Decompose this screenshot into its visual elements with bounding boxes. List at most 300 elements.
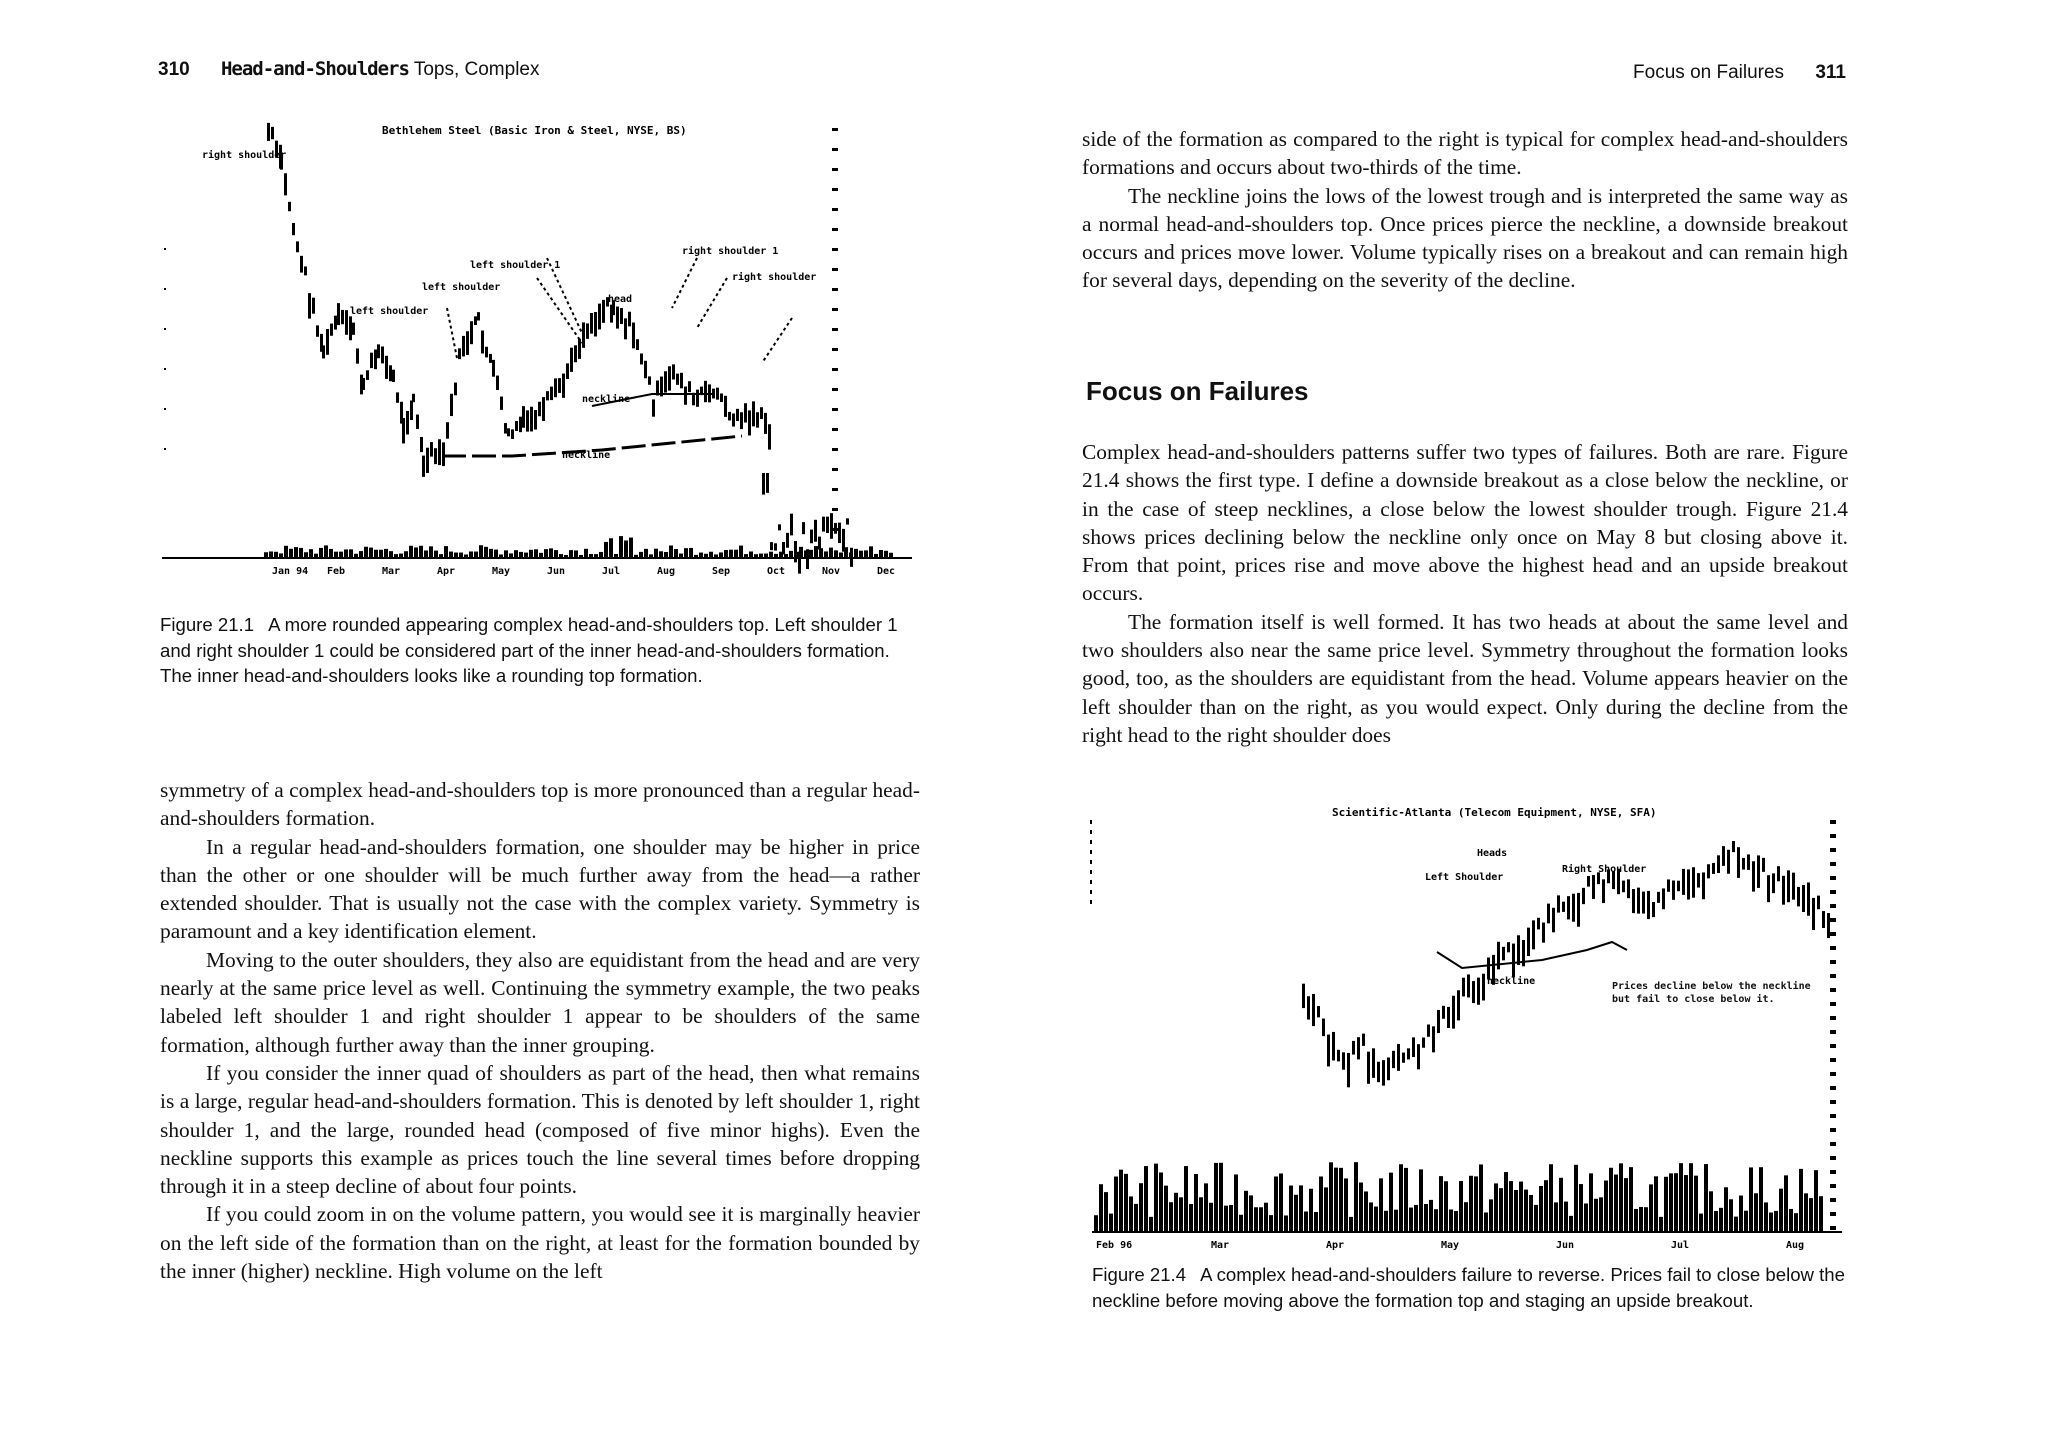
volume-bar xyxy=(354,554,358,558)
volume-bar xyxy=(1769,1213,1773,1232)
volume-bar xyxy=(1784,1175,1788,1232)
volume-bar xyxy=(1319,1177,1323,1232)
price-bar xyxy=(337,303,340,325)
volume-bar xyxy=(589,554,593,558)
volume-bar xyxy=(834,550,838,558)
volume-bar xyxy=(1249,1195,1253,1232)
y-tick xyxy=(1830,918,1836,922)
price-bar xyxy=(566,363,569,379)
price-bar xyxy=(271,127,274,139)
price-bar xyxy=(1452,996,1455,1029)
paragraph-2: The neckline joins the lows of the lowest trough and is interpreted the same way as a normal head-and-shoulders top. Once prices pierce the neckline, a downside breakout occurs and prices move lower. Volume typically rises on a breakout and can remain high for several days, depending on the severity of the decline. xyxy=(1082,183,1848,293)
volume-bar xyxy=(1559,1178,1563,1232)
price-bar xyxy=(1627,879,1630,898)
y-tick xyxy=(1830,848,1836,852)
price-bar xyxy=(1392,1051,1395,1068)
volume-bar xyxy=(694,555,698,558)
price-bar xyxy=(732,414,735,427)
volume-bar xyxy=(634,555,638,558)
price-bar xyxy=(1432,1026,1435,1052)
y-tick xyxy=(1830,1128,1836,1132)
volume-bar xyxy=(784,554,788,558)
volume-bar xyxy=(469,551,473,558)
volume-bar xyxy=(499,554,503,558)
y-tick xyxy=(832,288,838,291)
price-bar xyxy=(644,361,647,378)
annotation-3: head xyxy=(608,294,633,305)
volume-bar xyxy=(329,549,333,558)
price-bar xyxy=(1532,920,1535,949)
running-title: Tops, Complex xyxy=(413,59,540,80)
price-bar xyxy=(794,541,797,562)
figure-21-4-chart xyxy=(1082,800,1872,1255)
y-dot xyxy=(164,248,166,250)
paragraph-3: Moving to the outer shoulders, they also are equidistant from the head and are very nearly at the same price level as well. Continuing the symmetry example, the two peaks labeled left shoulder 1 and right shoulder 1 appear to be shoulders of the same formation, although further away than the inner grouping. xyxy=(160,947,920,1057)
price-bar xyxy=(1347,1053,1350,1087)
running-head-left xyxy=(158,58,540,81)
price-bar xyxy=(1557,895,1560,912)
y-tick xyxy=(832,468,838,471)
volume-bar xyxy=(1574,1165,1578,1232)
volume-bar xyxy=(1539,1186,1543,1232)
volume-bar xyxy=(829,548,833,558)
volume-bar xyxy=(1654,1176,1658,1232)
volume-bar xyxy=(769,552,773,558)
volume-bar xyxy=(319,548,323,558)
paragraph-1: side of the formation as compared to the right is typical for complex head-and-shoulders formations and occurs about two-thirds of the time. xyxy=(1082,127,1848,180)
price-bar xyxy=(316,325,319,336)
y-tick xyxy=(1830,1142,1836,1146)
volume-bar xyxy=(774,554,778,558)
price-bar xyxy=(590,313,593,334)
price-bar xyxy=(434,448,437,464)
volume-bar xyxy=(889,553,893,558)
y-tick xyxy=(1830,974,1836,978)
price-bar xyxy=(422,456,425,477)
y-tick xyxy=(1830,904,1836,908)
y-tick xyxy=(1830,946,1836,950)
price-bar xyxy=(1792,873,1795,900)
price-bar xyxy=(396,392,399,402)
volume-bar xyxy=(1759,1167,1763,1232)
y-tick xyxy=(832,428,838,431)
price-bar xyxy=(492,360,495,377)
y-tick xyxy=(1830,1184,1836,1188)
price-bar xyxy=(720,393,723,402)
volume-bar xyxy=(464,554,468,558)
price-bar xyxy=(550,387,553,400)
volume-bar xyxy=(1719,1208,1723,1232)
volume-bar xyxy=(404,551,408,558)
volume-bar xyxy=(799,547,803,558)
volume-bar xyxy=(409,546,413,558)
y-tick xyxy=(832,248,838,251)
volume-bar xyxy=(594,554,598,558)
volume-bar xyxy=(1514,1190,1518,1232)
price-bar xyxy=(1757,855,1760,888)
volume-bar xyxy=(339,552,343,558)
price-bar xyxy=(304,266,307,275)
price-bar xyxy=(582,322,585,347)
price-bar xyxy=(1447,1007,1450,1028)
price-bar xyxy=(389,365,392,381)
y-tick xyxy=(1830,1100,1836,1104)
volume-bar xyxy=(629,538,633,558)
volume-bar xyxy=(1209,1203,1213,1232)
price-bar xyxy=(1477,978,1480,1005)
price-bar xyxy=(1797,887,1800,906)
y-tick xyxy=(1830,988,1836,992)
volume-bar xyxy=(579,555,583,558)
price-bar xyxy=(526,410,529,431)
volume-bar xyxy=(559,554,563,558)
price-bar xyxy=(1582,888,1585,904)
volume-bar xyxy=(1119,1170,1123,1232)
price-bar xyxy=(356,348,359,363)
volume-bar xyxy=(294,547,298,558)
volume-bar xyxy=(1234,1174,1238,1232)
annotation-decline-note-box xyxy=(1612,980,1832,1040)
price-bar xyxy=(1357,1037,1360,1059)
price-bar xyxy=(680,373,683,389)
x-tick-label: May xyxy=(492,566,511,577)
price-bar xyxy=(1377,1062,1380,1082)
x-tick-label: Feb 96 xyxy=(1096,1240,1133,1251)
volume-bar xyxy=(494,550,498,558)
y-tick xyxy=(832,408,838,411)
price-bar xyxy=(377,344,380,358)
price-bar xyxy=(1467,974,1470,997)
price-bar xyxy=(616,307,619,329)
paragraph-5: If you could zoom in on the volume pattern, you would see it is marginally heavier on the left side of the formation than on the right, at least for the formation bounded by the inner (higher) neckline. High volume on the left xyxy=(160,1202,920,1284)
price-bar xyxy=(632,323,635,349)
volume-bar xyxy=(1439,1176,1443,1232)
volume-bar xyxy=(1479,1164,1483,1232)
volume-bar xyxy=(1504,1172,1508,1232)
volume-bar xyxy=(374,550,378,558)
volume-bar xyxy=(324,545,328,558)
volume-bar xyxy=(1554,1202,1558,1232)
figure-21-1-caption xyxy=(160,612,920,689)
price-bar xyxy=(1512,944,1515,978)
y-tick xyxy=(1830,1016,1836,1020)
volume-bar xyxy=(599,552,603,558)
volume-bar xyxy=(444,546,448,558)
price-bar xyxy=(1507,942,1510,952)
volume-bar xyxy=(1644,1207,1648,1232)
price-bar xyxy=(664,371,667,392)
price-bar xyxy=(345,310,348,335)
volume-bar xyxy=(359,551,363,558)
volume-bar xyxy=(1639,1207,1643,1232)
price-bar xyxy=(558,378,561,393)
annotation-heads: Heads xyxy=(1477,848,1508,859)
price-bar xyxy=(562,374,565,398)
price-bar xyxy=(412,394,415,402)
y-tick xyxy=(1830,1030,1836,1034)
price-bar xyxy=(458,348,461,359)
volume-bar xyxy=(299,548,303,558)
y-tick xyxy=(1830,834,1836,838)
volume-bar xyxy=(1434,1209,1438,1232)
y-tick xyxy=(1830,932,1836,936)
price-bar xyxy=(684,387,687,405)
price-bar xyxy=(1632,889,1635,913)
price-bar xyxy=(470,321,473,344)
price-bar xyxy=(636,339,639,350)
price-bar xyxy=(1812,898,1815,930)
y-tick xyxy=(1830,876,1836,880)
volume-bar xyxy=(864,550,868,558)
volume-bar xyxy=(659,551,663,558)
volume-bar xyxy=(1469,1176,1473,1232)
price-bar xyxy=(728,412,731,421)
volume-bar xyxy=(764,554,768,558)
volume-bar xyxy=(1694,1176,1698,1232)
x-tick-label: Aug xyxy=(657,566,676,577)
price-bar xyxy=(362,378,365,390)
volume-bar xyxy=(439,554,443,558)
volume-bar xyxy=(269,551,273,558)
volume-bar xyxy=(1279,1173,1283,1232)
annotation-right-shoulder: Right Shoulder xyxy=(1562,864,1647,875)
x-tick-labels xyxy=(272,566,895,577)
volume-bar xyxy=(879,550,883,558)
price-bar xyxy=(300,256,303,273)
price-bar xyxy=(1777,866,1780,881)
volume-bar xyxy=(1404,1168,1408,1232)
price-bar xyxy=(1592,875,1595,899)
volume-bar xyxy=(479,545,483,558)
price-bar xyxy=(402,418,405,443)
volume-bar xyxy=(1139,1183,1143,1232)
price-bar xyxy=(786,533,789,548)
annotation-5: right shoulder xyxy=(732,272,817,283)
price-bar xyxy=(790,514,793,536)
volume-bar xyxy=(1359,1182,1363,1232)
y-tick xyxy=(1830,1170,1836,1174)
price-bar xyxy=(381,346,384,363)
y-tick xyxy=(1830,1044,1836,1048)
price-bar xyxy=(768,424,771,449)
volume-bar xyxy=(1164,1186,1168,1232)
y-dot xyxy=(1090,860,1092,864)
y-tick xyxy=(832,328,838,331)
volume-bar xyxy=(789,551,793,558)
price-bar xyxy=(1717,855,1720,873)
y-tick xyxy=(832,528,838,531)
price-bar xyxy=(1712,863,1715,874)
price-bar xyxy=(341,310,344,324)
y-tick xyxy=(832,208,838,211)
volume-bar xyxy=(1459,1181,1463,1232)
volume-bar xyxy=(1609,1168,1613,1232)
price-bar xyxy=(1762,858,1765,872)
x-tick-label: Nov xyxy=(822,566,841,577)
y-tick xyxy=(1830,1156,1836,1160)
price-bar xyxy=(420,437,423,452)
volume-bar xyxy=(534,549,538,558)
caption-text: A complex head-and-shoulders failure to reverse. Prices fail to close below the neckline before moving above the formation top and staging an upside breakout. xyxy=(1092,1264,1845,1311)
price-bar xyxy=(1722,846,1725,866)
y-tick xyxy=(832,448,838,451)
volume-bar xyxy=(279,553,283,558)
volume-bar xyxy=(1659,1217,1663,1232)
volume-bar xyxy=(1269,1215,1273,1232)
x-tick-label: Jan 94 xyxy=(272,566,309,577)
volume-bar xyxy=(1509,1181,1513,1232)
volume-bar xyxy=(1414,1205,1418,1232)
volume-bar xyxy=(669,546,673,558)
volume-bar xyxy=(644,549,648,558)
volume-bar xyxy=(1684,1175,1688,1232)
volume-bar xyxy=(804,550,808,558)
price-bar xyxy=(1737,847,1740,878)
price-bar xyxy=(838,523,841,543)
volume-bar xyxy=(1789,1209,1793,1232)
volume-bar xyxy=(1599,1197,1603,1232)
volume-bar xyxy=(734,550,738,558)
volume-bar xyxy=(1764,1202,1768,1232)
volume-bar xyxy=(704,554,708,558)
volume-bar xyxy=(814,546,818,558)
y-tick xyxy=(1830,1058,1836,1062)
volume-bar xyxy=(1214,1163,1218,1232)
price-bar xyxy=(1602,879,1605,903)
price-bar xyxy=(762,473,765,495)
price-bar xyxy=(752,401,755,426)
volume-bar xyxy=(1294,1195,1298,1232)
price-bar xyxy=(1552,908,1555,933)
x-tick-label: Jul xyxy=(1671,1240,1690,1251)
price-bar xyxy=(1402,1053,1405,1063)
x-tick-label: Sep xyxy=(712,566,731,577)
figure-21-4-caption xyxy=(1092,1262,1862,1313)
volume-bar xyxy=(1399,1164,1403,1232)
volume-bar xyxy=(1109,1214,1113,1232)
volume-bar xyxy=(1594,1199,1598,1232)
volume-bar xyxy=(1589,1173,1593,1232)
price-bar xyxy=(416,415,419,429)
volume-bar xyxy=(389,551,393,558)
volume-bar xyxy=(749,551,753,558)
volume-bar xyxy=(1244,1191,1248,1232)
price-bar xyxy=(756,412,759,427)
price-bar xyxy=(349,316,352,340)
volume-bar xyxy=(1714,1211,1718,1232)
price-bar xyxy=(438,439,441,465)
price-bar xyxy=(1417,1044,1420,1069)
annotation-decline-note: Prices decline below the neckline but fail to close below it. xyxy=(1612,981,1811,1005)
volume-bar xyxy=(1239,1215,1243,1232)
y-tick xyxy=(1830,890,1836,894)
price-bar xyxy=(1622,881,1625,893)
annotation-4: right shoulder 1 xyxy=(682,246,779,257)
price-bar xyxy=(450,394,453,416)
volume-bar xyxy=(1739,1196,1743,1232)
price-bar xyxy=(578,339,581,359)
volume-bar xyxy=(564,555,568,558)
price-bar xyxy=(724,396,727,417)
volume-bar xyxy=(1549,1164,1553,1232)
volume-bar xyxy=(1634,1209,1638,1232)
x-tick-label: Dec xyxy=(877,566,896,577)
price-bar xyxy=(1462,978,1465,997)
price-bar xyxy=(1342,1052,1345,1069)
volume-bar xyxy=(1454,1211,1458,1232)
price-bar xyxy=(602,300,605,323)
volume-bar xyxy=(1444,1181,1448,1232)
price-bar xyxy=(370,353,373,368)
price-bar xyxy=(1772,873,1775,893)
volume-bar xyxy=(1579,1184,1583,1232)
price-bar xyxy=(740,412,743,429)
price-bar xyxy=(672,364,675,379)
price-bar xyxy=(554,378,557,397)
volume-bar xyxy=(674,549,678,558)
price-bar xyxy=(1427,1025,1430,1037)
volume-bar xyxy=(609,538,613,558)
volume-bar xyxy=(1154,1164,1158,1232)
price-bar xyxy=(1637,888,1640,914)
price-bar xyxy=(766,473,769,493)
volume-bar xyxy=(429,546,433,558)
price-bar xyxy=(1372,1048,1375,1078)
y-tick xyxy=(1830,1212,1836,1216)
paragraph-2: In a regular head-and-shoulders formation, one shoulder may be higher in price than the other or one shoulder will be much further away from the head—a rather extended shoulder. That is usually not the case with the complex variety. Symmetry is paramount and a key identification element. xyxy=(160,834,920,944)
volume-bar xyxy=(1689,1163,1693,1232)
volume-bar xyxy=(1304,1212,1308,1232)
volume-bar xyxy=(544,549,548,558)
price-bar xyxy=(1667,879,1670,891)
volume-bar xyxy=(304,552,308,558)
volume-bar xyxy=(1464,1202,1468,1232)
price-bar xyxy=(1642,892,1645,914)
x-tick-label: Oct xyxy=(767,566,786,577)
paragraph-4: If you consider the inner quad of shoulders as part of the head, then what remains is a large, regular head-and-shoulders formation. This is denoted by left shoulder 1, right shoulder 1, and the large, rounded head (composed of five minor highs). Even the neckline supports this example as prices touch the line several times before dropping through it in a steep decline of about four points. xyxy=(160,1060,920,1199)
volume-bar xyxy=(1254,1207,1258,1232)
volume-bar xyxy=(1379,1178,1383,1232)
y-tick xyxy=(832,488,838,491)
price-bar xyxy=(696,390,699,407)
volume-bar xyxy=(539,553,543,558)
volume-bar xyxy=(1289,1186,1293,1232)
price-bar xyxy=(1677,881,1680,891)
price-bar xyxy=(442,442,445,466)
volume-bar xyxy=(1179,1197,1183,1232)
price-bar xyxy=(322,345,325,358)
price-bar xyxy=(688,381,691,392)
volume-bar xyxy=(1369,1202,1373,1232)
volume-bar xyxy=(1134,1204,1138,1232)
volume-bar xyxy=(1519,1182,1523,1232)
x-tick-label: Apr xyxy=(437,566,456,577)
y-tick xyxy=(832,168,838,171)
price-bar xyxy=(352,323,355,335)
y-tick xyxy=(832,148,838,151)
price-bar xyxy=(818,537,821,550)
price-bar xyxy=(760,407,763,419)
volume-bar xyxy=(1794,1213,1798,1232)
x-tick-label: May xyxy=(1441,1240,1460,1251)
price-bar xyxy=(1752,861,1755,891)
volume-bar xyxy=(314,554,318,558)
price-bar xyxy=(704,381,707,402)
volume-bar xyxy=(549,548,553,558)
volume-bar xyxy=(514,550,518,558)
volume-bar xyxy=(854,549,858,558)
price-bar xyxy=(454,383,457,396)
